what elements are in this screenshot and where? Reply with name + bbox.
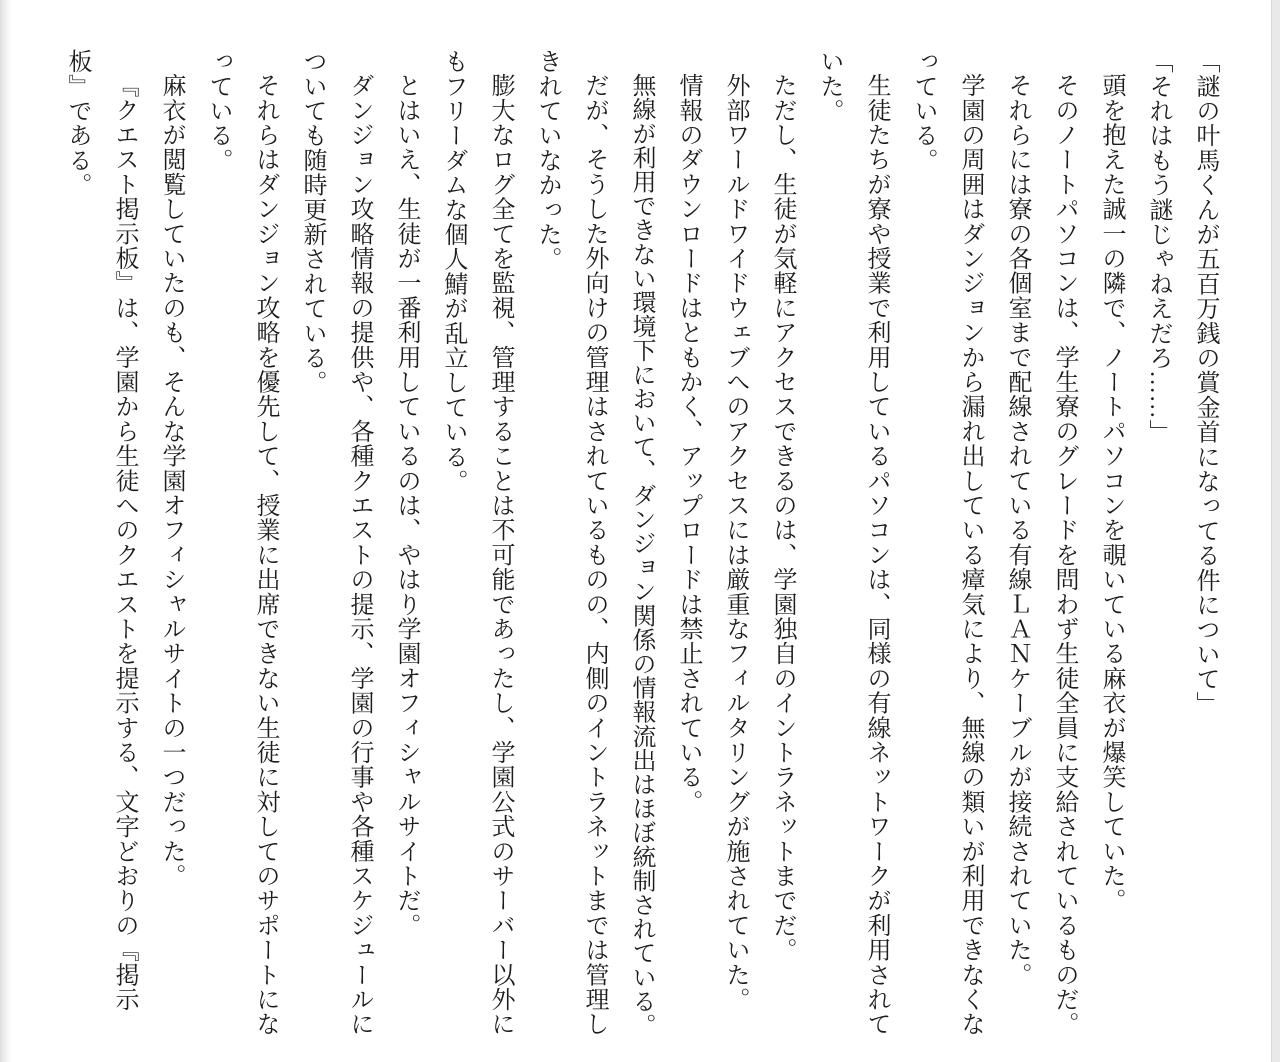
paragraph: とはいえ、生徒が一番利用しているのは、やはり学園オフィシャルサイトだ。 (393, 73, 419, 938)
paragraph: そのノートパソコンは、学生寮のグレードを問わず生徒全員に支給されているものだ。 (1051, 73, 1077, 1037)
paragraph: 学園の周囲はダンジョンから漏れ出している瘴気により、無線の類いが利用できなくなっている。 (910, 49, 983, 1037)
paragraph: 情報のダウンロードはともかく、アップロードは禁止されている。 (675, 73, 701, 814)
page-edge-left (0, 0, 12, 1062)
novel-page (53, 49, 1228, 1039)
paragraph: それらはダンジョン攻略を優先して、授業に出席できない生徒に対してのサポートになっている。 (205, 49, 278, 1037)
paragraph: 無線が利用できない環境下において、ダンジョン関係の情報流出はほぼ統制されている。 (628, 73, 654, 1037)
page-edge-right (1271, 0, 1280, 1062)
paragraph: 「謎の叶馬くんが五百万銭の賞金首になってる件について」 (1192, 49, 1218, 716)
paragraph: ただし、生徒が気軽にアクセスできるのは、学園独自のイントラネットまでだ。 (769, 73, 795, 963)
paragraph: だが、そうした外向けの管理はされているものの、内側のイントラネットまでは管理しきれていなかった。 (534, 49, 607, 1037)
paragraph: 外部ワールドワイドウェブへのアクセスには厳重なフィルタリングが施されていた。 (722, 73, 748, 1012)
paragraph: 頭を抱えた誠一の隣で、ノートパソコンを覗いている麻衣が爆笑していた。 (1098, 73, 1124, 913)
paragraph: 膨大なログ全てを監視、管理することは不可能であったし、学園公式のサーバー以外にもフリーダムな個人鯖が乱立している。 (440, 49, 513, 1037)
paragraph: ダンジョン攻略情報の提供や、各種クエストの提示、学園の行事や各種スケジュールについても随時更新されている。 (299, 49, 372, 1037)
paragraph: 『クエスト掲示板』は、学園から生徒へのクエストを提示する、文字どおりの『掲示板』である。 (64, 49, 137, 1012)
paragraph: それらには寮の各個室まで配線されている有線ＬＡＮケーブルが接続されていた。 (1004, 73, 1030, 987)
paragraph: 生徒たちが寮や授業で利用しているパソコンは、同様の有線ネットワークが利用されていた。 (816, 49, 889, 1037)
paragraph: 「それはもう謎じゃねえだろ……」 (1145, 49, 1171, 445)
paragraph: 麻衣が閲覧していたのも、そんな学園オフィシャルサイトの一つだった。 (158, 73, 184, 889)
